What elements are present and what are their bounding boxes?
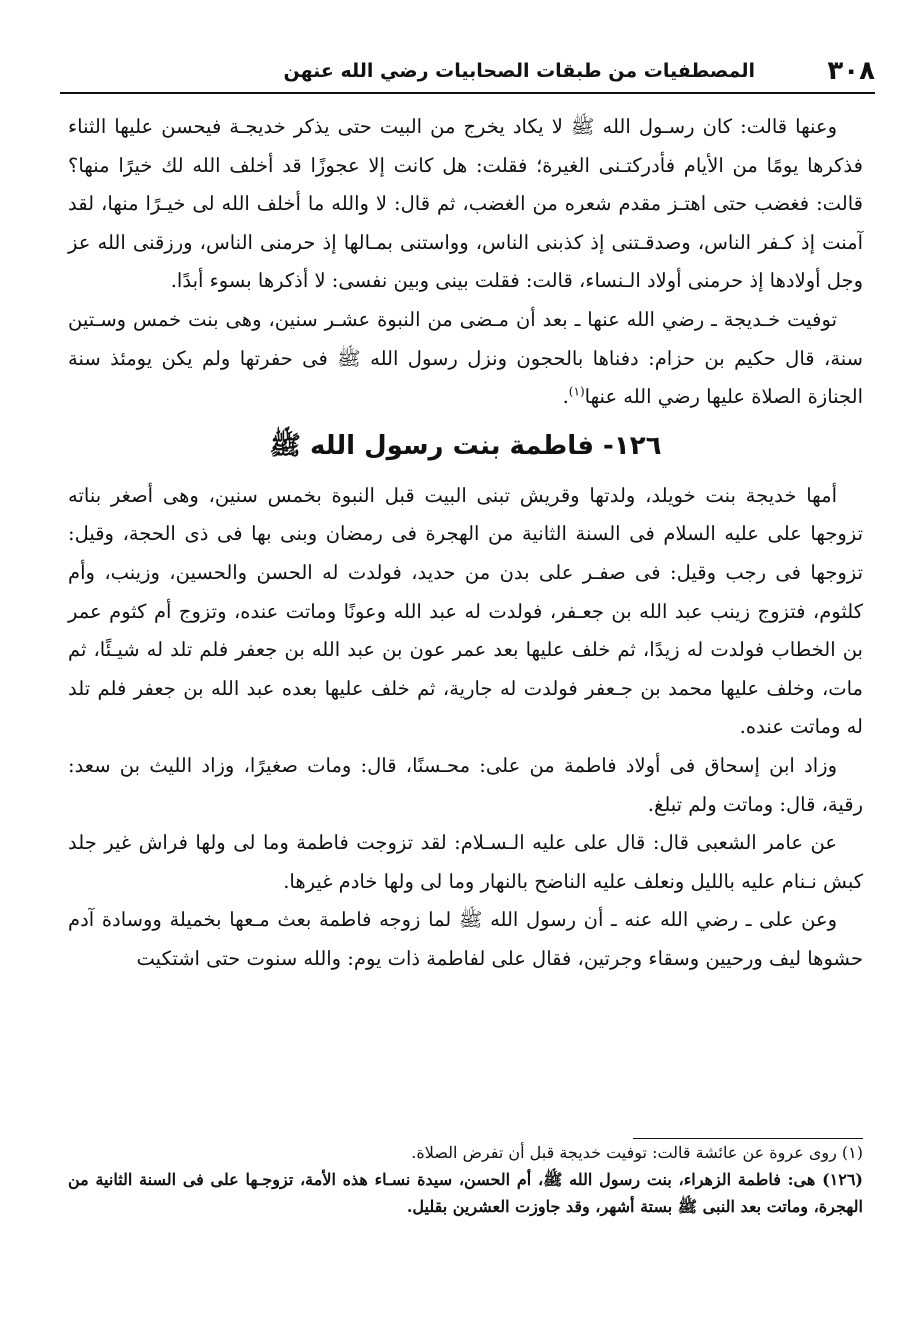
footnotes	[68, 1138, 863, 1220]
running-header	[60, 58, 875, 98]
header-rule	[60, 92, 875, 94]
paragraph-khadija-death-text: توفيت خـديجة ـ رضي الله عنها ـ بعد أن مـضى من النبوة عشـر سنين، وهى بنت خمس وسـتين سنة، قال حكيم بن حزام: دفناها بالحجون ونزل رسول الله ﷺ فى حفرتها ولم يكن يومئذ سنة الجنازة الصلاة عليها رضي الله عنها	[68, 307, 863, 409]
page-number: ٣٠٨	[827, 56, 875, 86]
paragraph-fatima-children: وزاد ابن إسحاق فى أولاد فاطمة من على: محـسنًا، قال: ومات صغيرًا، وزاد الليث بن سعد: رقية، قال: وماتت ولم تبلغ.	[68, 753, 863, 816]
running-title: المصطفيات من طبقات الصحابيات رضي الله عنهن	[283, 60, 755, 82]
paragraph-khadija-praise: وعنها قالت: كان رسـول الله ﷺ لا يكاد يخرج من البيت حتى يذكر خديجـة فيحسن عليها الثناء فذكرها يومًا من الأيام فأدركتـنى الغيرة؛ فقلت: هل كانت إلا عجوزًا قد أخلف الله لك خيرًا منها؟ قالت: فغضب حتى اهتـز مقدم شعره من الغضب، ثم قال: لا والله ما أخلف الله لى خيـرًا منها، لقد آمنت إذ كـفر الناس، وصدقـتنى إذ كذبنى الناس، وواستنى بمـالها إذ حرمنى الناس، ورزقنى الله عز وجل أولادها إذ حرمنى أولاد الـنساء، قالت: فقلت بينى وبين نفسى: لا أذكرها بسوء أبدًا.	[68, 115, 863, 293]
body-text	[68, 108, 863, 978]
paragraph-fatima-lineage: أمها خديجة بنت خويلد، ولدتها وقريش تبنى البيت قبل النبوة بخمس سنين، وهى أصغر بناته تزوجها على عليه السلام فى السنة الثانية من الهجرة فى رمضان وبنى بها فى ذى الحجة، وقيل: تزوجها فى رجب وقيل: فى صفـر على بدن من حديد، فولدت له الحسن والحسين، وزينب، وأم كلثوم، فتزوج زينب عبد الله بن جعـفر، فولدت له عبد الله وعونًا وماتت عنده، وتزوج أم كثوم عمر بن الخطاب فولدت له زيدًا، ثم خلف عليها بعد عمر عون بن عبد الله بن جعفر فلم تلد له شيـئًا، ثم مات، وخلف عليها محمد بن جـعفر فولدت له جارية، ثم خلف عليها بعده عبد الله بن جعفر فلم تلد له وماتت عنده.	[68, 483, 863, 739]
paragraph-shabi-narration: عن عامر الشعبى قال: قال على عليه الـسـلام: لقد تزوجت فاطمة وما لى ولها فراش غير جلد كبش نـنام عليه بالليل ونعلف عليه الناضح بالنهار وما لى ولها خادم غيرها.	[68, 831, 863, 893]
footnote-1: (١) روى عروة عن عائشة قالت: توفيت خديجة قبل أن تفرض الصلاة.	[411, 1143, 863, 1162]
paragraph-ali-narration: وعن على ـ رضي الله عنه ـ أن رسول الله ﷺ لما زوجه فاطمة بعث مـعها بخميلة ووسادة آدم حشوها ليف ورحيين وسقاء وجرتين، فقال على لفاطمة ذات يوم: والله سنوت حتى اشتكيت	[68, 908, 863, 970]
footnote-126: (١٢٦) هى: فاطمة الزهراء، بنت رسول الله ﷺ، أم الحسن، سيدة نسـاء هذه الأمة، تزوجـها على فى السنة الثانية من الهجرة، وماتت بعد النبى ﷺ بستة أشهر، وقد جاوزت العشرين بقليل.	[68, 1170, 863, 1216]
footnote-marker: (١)	[568, 384, 585, 399]
paragraph-khadija-death: توفيت خـديجة ـ رضي الله عنها ـ بعد أن مـضى من النبوة عشـر سنين، وهى بنت خمس وسـتين سنة، قال حكيم بن حزام: دفناها بالحجون ونزل رسول الله ﷺ فى حفرتها ولم يكن يومئذ سنة الجنازة الصلاة عليها رضي الله عنها$^{(١)}$.	[68, 307, 863, 409]
section-heading: ١٢٦- فاطمة بنت رسول الله ﷺ	[269, 430, 662, 461]
